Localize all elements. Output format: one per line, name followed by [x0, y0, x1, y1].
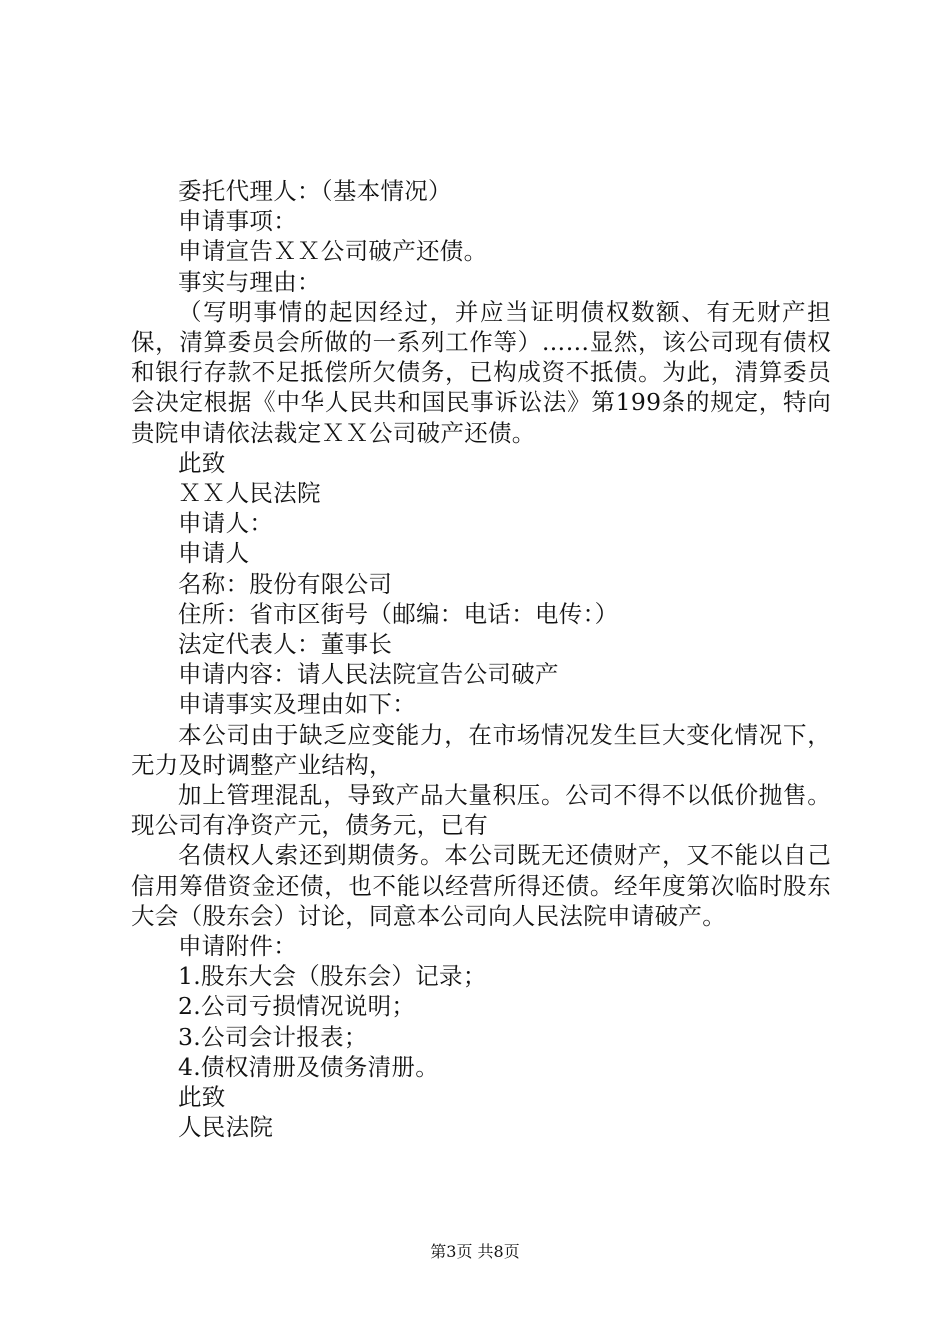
paragraph-reasons-1: 本公司由于缺乏应变能力，在市场情况发生巨大变化情况下，无力及时调整产业结构，: [131, 720, 831, 779]
document-body: [131, 176, 831, 1143]
attachment-item-3: 3.公司会计报表；: [178, 1022, 368, 1051]
attachment-item-1: 1.股东大会（股东会）记录；: [178, 962, 487, 991]
paragraph-attachments-heading: 申请附件：: [178, 932, 297, 961]
paragraph-legal-rep: 法定代表人：董事长: [178, 630, 393, 659]
paragraph-salutation: 此致: [178, 448, 226, 477]
paragraph-reasons-2: 加上管理混乱，导致产品大量积压。公司不得不以低价抛售。现公司有净资产元，债务元，已有: [131, 781, 831, 840]
attachment-item-2: 2.公司亏损情况说明；: [178, 992, 416, 1021]
paragraph-application-items-heading: 申请事项：: [178, 207, 297, 236]
paragraph-application-items: 申请宣告ＸＸ公司破产还债。: [178, 237, 488, 266]
paragraph-facts-heading: 事实与理由：: [178, 267, 321, 296]
paragraph-court-2: 人民法院: [178, 1113, 274, 1142]
paragraph-reasons-heading: 申请事实及理由如下：: [178, 690, 416, 719]
paragraph-application-content: 申请内容：请人民法院宣告公司破产: [178, 660, 559, 689]
paragraph-agent: 委托代理人：（基本情况）: [178, 177, 452, 205]
paragraph-facts-body: （写明事情的起因经过，并应当证明债权数额、有无财产担保，清算委员会所做的一系列工作等）……显然，该公司现有债权和银行存款不足抵偿所欠债务，已构成资不抵债。为此，清算委员会决定根据《中华人民共和国民事诉讼法》第199条的规定，特向贵院申请依法裁定ＸＸ公司破产还债。: [131, 297, 831, 447]
paragraph-salutation-2: 此致: [178, 1083, 226, 1112]
paragraph-court: ＸＸ人民法院: [178, 479, 321, 508]
paragraph-name: 名称：股份有限公司: [178, 569, 393, 598]
page-number: 第3页 共8页: [430, 1242, 520, 1261]
attachment-item-4: 4.债权清册及债务清册。: [178, 1052, 440, 1081]
paragraph-applicant-label: 申请人：: [178, 509, 274, 538]
paragraph-address: 住所：省市区街号（邮编：电话：电传：）: [178, 599, 619, 628]
paragraph-applicant: 申请人: [178, 539, 250, 568]
paragraph-reasons-3: 名债权人索还到期债务。本公司既无还债财产，又不能以自己信用筹借资金还债，也不能以经营所得还债。经年度第次临时股东大会（股东会）讨论，同意本公司向人民法院申请破产。: [131, 841, 831, 930]
